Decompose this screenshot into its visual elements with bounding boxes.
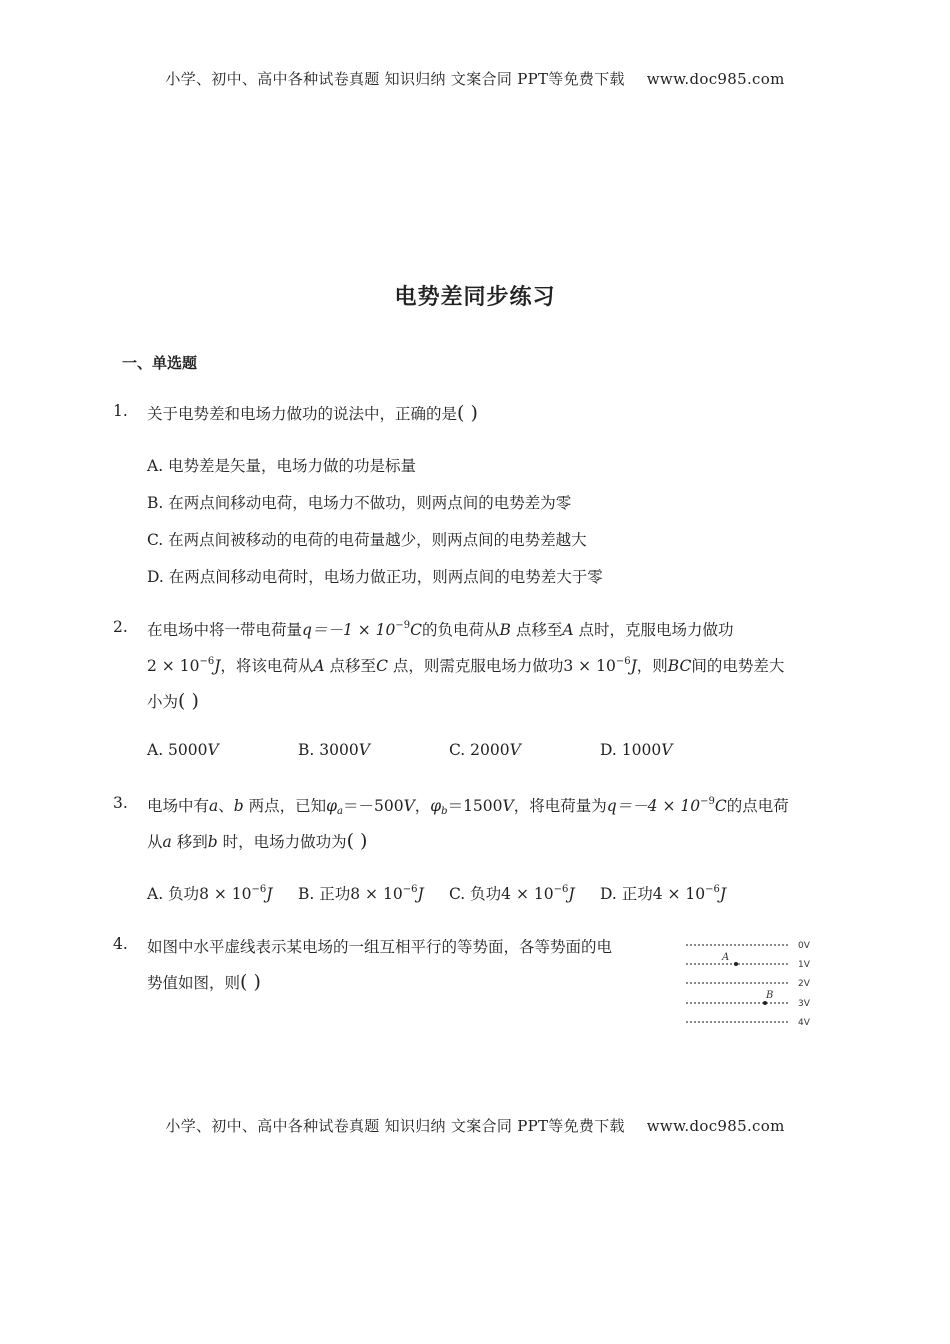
question-stem-line-1: 如图中水平虚线表示某电场的一组互相平行的等势面，各等势面的电 (147, 938, 613, 956)
option-b[interactable]: B. 3000V (298, 741, 370, 759)
potential-label-4v: 4V (798, 1018, 810, 1028)
footer-site[interactable]: www.doc985.com (646, 1117, 785, 1135)
question-stem-line-1: 电场中有a、b 两点，已知$\varphi_a=-500V$，$\varphi_b=1500V$，将电荷量为$q=-4 \times 10^{-9}C$的点电荷 (147, 796, 789, 817)
option-c[interactable]: C. 在两点间被移动的电荷的电荷量越少，则两点间的电势差越大 (147, 531, 587, 549)
question-stem-line-2: 势值如图，则( ) (147, 971, 261, 993)
potential-label-2v: 2V (798, 979, 810, 989)
point-a-label: A (722, 952, 730, 963)
option-a[interactable]: A. 负功$8 \times 10^{-6}J$ (147, 884, 273, 903)
option-c[interactable]: C. 2000V (449, 741, 521, 759)
question-number: 3. (113, 794, 128, 812)
question-number: 1. (113, 402, 128, 420)
potential-label-1v: 1V (798, 960, 810, 970)
header-site[interactable]: www.doc985.com (646, 70, 785, 88)
question-stem-line-1: 在电场中将一带电荷量$q=-1 \times 10^{-9}C$的负电荷从B 点移至A 点时，克服电场力做功 (147, 620, 734, 639)
question-stem-line-2: 从a 移到b 时，电场力做功为( ) (147, 830, 368, 852)
option-d[interactable]: D. 1000V (600, 741, 673, 759)
footer-text: 小学、初中、高中各种试卷真题 知识归纳 文案合同 PPT等免费下载 (165, 1117, 625, 1135)
option-a[interactable]: A. 5000V (147, 741, 219, 759)
page-footer (0, 1115, 950, 1136)
question-number: 4. (113, 935, 128, 953)
option-a[interactable]: A. 电势差是矢量，电场力做的功是标量 (147, 457, 417, 475)
potential-label-0v: 0V (798, 941, 810, 951)
question-stem-line-3: 小为( ) (147, 690, 199, 712)
section-heading: 一、单选题 (122, 354, 198, 372)
point-b-dot (763, 1001, 767, 1005)
question-stem: 关于电势差和电场力做功的说法中，正确的是( ) (147, 402, 478, 424)
point-b-label: B (766, 990, 774, 1001)
page-title: 电势差同步练习 (394, 285, 556, 310)
header-text: 小学、初中、高中各种试卷真题 知识归纳 文案合同 PPT等免费下载 (165, 70, 625, 88)
option-b[interactable]: B. 正功$8 \times 10^{-6}J$ (298, 884, 424, 903)
option-d[interactable]: D. 在两点间移动电荷时，电场力做正功，则两点间的电势差大于零 (147, 568, 603, 586)
question-stem-line-2: $2 \times 10^{-6}J$，将该电荷从A 点移至C 点，则需克服电场力做功$3 \times 10^{-6}J$，则BC间的电势差大 (147, 656, 785, 675)
page-header (0, 68, 950, 89)
potential-label-3v: 3V (798, 999, 810, 1009)
option-c[interactable]: C. 负功$4 \times 10^{-6}J$ (449, 884, 575, 903)
option-d[interactable]: D. 正功$4 \times 10^{-6}J$ (600, 884, 727, 903)
question-number: 2. (113, 618, 128, 636)
equipotential-figure (684, 936, 824, 1032)
point-a-dot (734, 962, 738, 966)
option-b[interactable]: B. 在两点间移动电荷，电场力不做功，则两点间的电势差为零 (147, 494, 572, 512)
